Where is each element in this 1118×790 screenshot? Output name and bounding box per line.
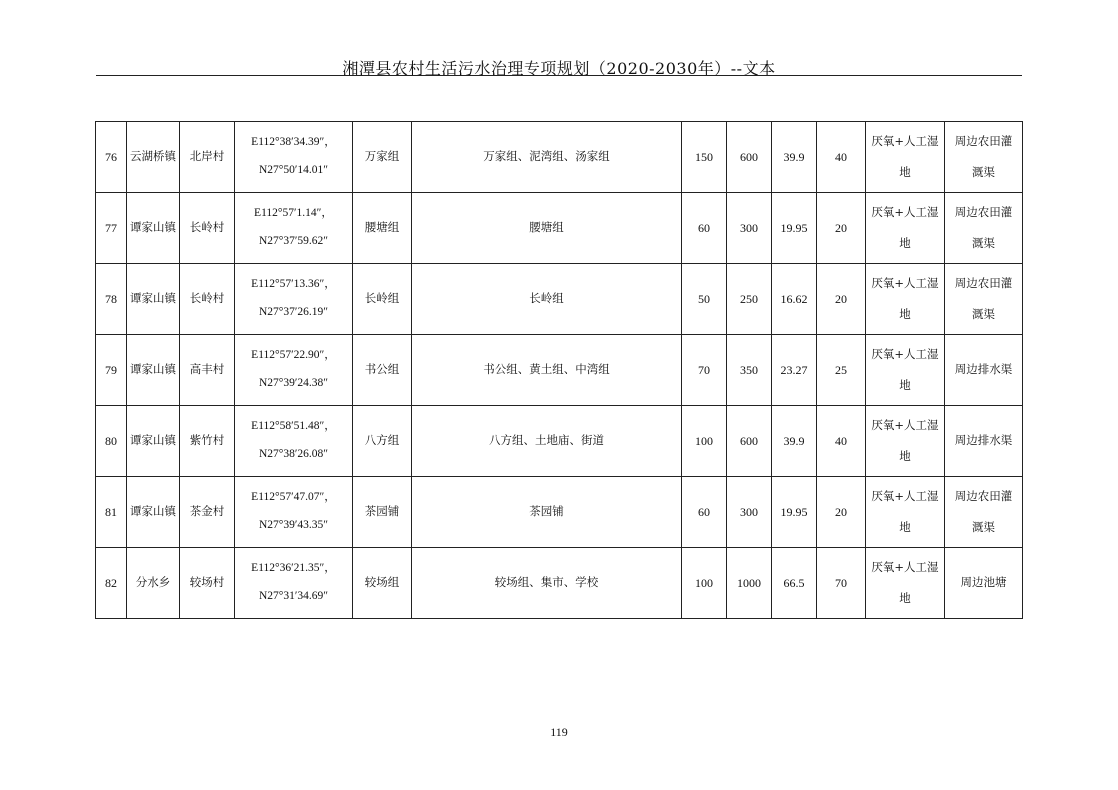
cell-discharge [945, 548, 1023, 619]
cell-coordinates [235, 548, 353, 619]
coordinate-north: N27°50′14.01″ [258, 164, 329, 176]
cell-town [127, 193, 180, 264]
village-name: 紫竹村 [189, 433, 225, 448]
village-name: 较场村 [189, 575, 225, 590]
scale-value: 20 [835, 220, 847, 235]
process-line-2: 地 [899, 520, 911, 534]
coordinate-north: N27°39′24.38″ [258, 377, 329, 389]
table-row [96, 264, 1023, 335]
cell-group [353, 406, 412, 477]
discharge-line-1: 周边排水渠 [954, 362, 1013, 377]
row-number: 82 [105, 575, 117, 590]
cell-discharge [945, 193, 1023, 264]
population-value: 1000 [737, 575, 761, 590]
coordinate-east: E112°57′22.90″， [251, 349, 336, 362]
cell-population [727, 335, 772, 406]
process-line-2: 地 [899, 378, 911, 392]
cell-village [180, 548, 235, 619]
group-name: 书公组 [364, 362, 400, 377]
cell-volume [772, 264, 817, 335]
cell-coverage [412, 335, 682, 406]
cell-scale [817, 406, 866, 477]
cell-group [353, 193, 412, 264]
volume-value: 23.27 [780, 362, 808, 377]
coordinate-east: E112°57′47.07″， [251, 491, 336, 504]
village-name: 茶金村 [189, 504, 225, 519]
process-line-1: 厌氧+人工湿 [871, 560, 939, 574]
coordinate-north: N27°39′43.35″ [258, 519, 329, 531]
page-number: 119 [550, 725, 568, 739]
village-name: 长岭村 [189, 220, 225, 235]
cell-volume [772, 335, 817, 406]
discharge-line-1: 周边农田灌 [954, 205, 1013, 219]
cell-volume [772, 406, 817, 477]
coverage-area: 万家组、泥湾组、汤家组 [483, 149, 610, 164]
cell-population [727, 264, 772, 335]
cell-village [180, 406, 235, 477]
cell-volume [772, 548, 817, 619]
volume-value: 16.62 [780, 291, 808, 306]
cell-town [127, 406, 180, 477]
coordinate-north: N27°37′26.19″ [258, 306, 329, 318]
cell-volume [772, 477, 817, 548]
scale-value: 70 [835, 575, 847, 590]
group-name: 较场组 [364, 575, 400, 590]
volume-value: 19.95 [780, 504, 808, 519]
population-value: 600 [740, 149, 758, 164]
cell-coordinates [235, 335, 353, 406]
discharge-line-2: 溉渠 [972, 307, 995, 321]
cell-town [127, 477, 180, 548]
households-value: 50 [698, 291, 710, 306]
row-number: 77 [105, 220, 117, 235]
cell-coordinates [235, 477, 353, 548]
process-line-2: 地 [899, 236, 911, 250]
process-line-1: 厌氧+人工湿 [871, 347, 939, 361]
discharge-line-1: 周边池塘 [960, 575, 1007, 590]
cell-population [727, 548, 772, 619]
cell-scale [817, 264, 866, 335]
cell-process [866, 193, 945, 264]
cell-households [682, 406, 727, 477]
process-line-2: 地 [899, 307, 911, 321]
discharge-line-1: 周边农田灌 [954, 276, 1013, 290]
cell-households [682, 264, 727, 335]
scale-value: 40 [835, 433, 847, 448]
cell-process [866, 477, 945, 548]
households-value: 150 [695, 149, 713, 164]
row-number: 79 [105, 362, 117, 377]
volume-value: 66.5 [783, 575, 805, 590]
cell-village [180, 477, 235, 548]
scale-value: 40 [835, 149, 847, 164]
process-line-1: 厌氧+人工湿 [871, 205, 939, 219]
cell-scale [817, 477, 866, 548]
village-name: 高丰村 [189, 362, 225, 377]
cell-town [127, 264, 180, 335]
discharge-line-1: 周边排水渠 [954, 433, 1013, 448]
page-header-title: 湘潭县农村生活污水治理专项规划（2020-2030年）--文本 [342, 59, 776, 78]
cell-no [96, 548, 127, 619]
population-value: 350 [740, 362, 758, 377]
cell-village [180, 193, 235, 264]
cell-households [682, 477, 727, 548]
cell-no [96, 335, 127, 406]
cell-population [727, 193, 772, 264]
cell-coverage [412, 122, 682, 193]
coordinate-east: E112°38′34.39″， [251, 136, 336, 149]
process-line-2: 地 [899, 449, 911, 463]
cell-households [682, 122, 727, 193]
cell-scale [817, 193, 866, 264]
discharge-line-1: 周边农田灌 [954, 134, 1013, 148]
town-name: 谭家山镇 [130, 433, 176, 448]
coordinate-north: N27°37′59.62″ [258, 235, 329, 247]
table-row [96, 193, 1023, 264]
cell-discharge [945, 335, 1023, 406]
households-value: 100 [695, 575, 713, 590]
row-number: 76 [105, 149, 117, 164]
cell-group [353, 122, 412, 193]
coverage-area: 腰塘组 [529, 220, 564, 235]
coordinate-east: E112°36′21.35″， [251, 562, 336, 575]
cell-coordinates [235, 406, 353, 477]
group-name: 长岭组 [364, 291, 400, 306]
cell-coverage [412, 406, 682, 477]
process-line-2: 地 [899, 165, 911, 179]
cell-population [727, 406, 772, 477]
cell-process [866, 406, 945, 477]
volume-value: 39.9 [783, 149, 805, 164]
cell-process [866, 548, 945, 619]
village-name: 北岸村 [189, 149, 225, 164]
town-name: 分水乡 [135, 575, 171, 590]
cell-village [180, 264, 235, 335]
process-line-1: 厌氧+人工湿 [871, 418, 939, 432]
table-row [96, 477, 1023, 548]
discharge-line-2: 溉渠 [972, 520, 995, 534]
process-line-1: 厌氧+人工湿 [871, 276, 939, 290]
cell-coverage [412, 193, 682, 264]
cell-process [866, 264, 945, 335]
cell-scale [817, 548, 866, 619]
process-line-1: 厌氧+人工湿 [871, 134, 939, 148]
cell-discharge [945, 477, 1023, 548]
table-row [96, 335, 1023, 406]
row-number: 81 [105, 504, 117, 519]
group-name: 万家组 [364, 149, 400, 164]
header-divider [96, 75, 1022, 76]
group-name: 茶园铺 [364, 504, 400, 519]
cell-households [682, 335, 727, 406]
cell-discharge [945, 122, 1023, 193]
cell-group [353, 477, 412, 548]
cell-group [353, 264, 412, 335]
coverage-area: 较场组、集市、学校 [494, 575, 599, 590]
cell-no [96, 406, 127, 477]
discharge-line-2: 溉渠 [972, 236, 995, 250]
discharge-line-2: 溉渠 [972, 165, 995, 179]
group-name: 腰塘组 [364, 220, 400, 235]
row-number: 80 [105, 433, 117, 448]
coordinate-east: E112°57′13.36″， [251, 278, 336, 291]
cell-coordinates [235, 264, 353, 335]
volume-value: 19.95 [780, 220, 808, 235]
coordinate-north: N27°38′26.08″ [258, 448, 329, 460]
households-value: 60 [698, 504, 710, 519]
cell-town [127, 335, 180, 406]
cell-process [866, 122, 945, 193]
process-line-2: 地 [899, 591, 911, 605]
population-value: 300 [740, 504, 758, 519]
row-number: 78 [105, 291, 117, 306]
coordinate-north: N27°31′34.69″ [258, 590, 329, 602]
coverage-area: 茶园铺 [529, 504, 564, 519]
cell-no [96, 264, 127, 335]
cell-village [180, 335, 235, 406]
cell-coverage [412, 477, 682, 548]
coverage-area: 八方组、土地庙、街道 [489, 433, 604, 448]
cell-scale [817, 122, 866, 193]
cell-village [180, 122, 235, 193]
cell-coordinates [235, 122, 353, 193]
table-row [96, 406, 1023, 477]
population-value: 250 [740, 291, 758, 306]
coverage-area: 书公组、黄土组、中湾组 [483, 362, 610, 377]
table-row [96, 122, 1023, 193]
cell-discharge [945, 264, 1023, 335]
cell-group [353, 548, 412, 619]
cell-scale [817, 335, 866, 406]
cell-town [127, 548, 180, 619]
households-value: 70 [698, 362, 710, 377]
town-name: 云湖桥镇 [130, 149, 176, 164]
cell-discharge [945, 406, 1023, 477]
cell-coverage [412, 548, 682, 619]
cell-population [727, 477, 772, 548]
scale-value: 20 [835, 291, 847, 306]
households-value: 60 [698, 220, 710, 235]
population-value: 600 [740, 433, 758, 448]
cell-town [127, 122, 180, 193]
scale-value: 20 [835, 504, 847, 519]
scale-value: 25 [835, 362, 847, 377]
households-value: 100 [695, 433, 713, 448]
town-name: 谭家山镇 [130, 291, 176, 306]
town-name: 谭家山镇 [130, 362, 176, 377]
table-row [96, 548, 1023, 619]
village-name: 长岭村 [189, 291, 225, 306]
cell-group [353, 335, 412, 406]
cell-volume [772, 193, 817, 264]
coverage-area: 长岭组 [529, 291, 564, 306]
coordinate-east: E112°58′51.48″， [251, 420, 336, 433]
population-value: 300 [740, 220, 758, 235]
town-name: 谭家山镇 [130, 504, 176, 519]
table-body [96, 122, 1023, 619]
group-name: 八方组 [364, 433, 400, 448]
coordinate-east: E112°57′1.14″， [254, 207, 333, 220]
cell-process [866, 335, 945, 406]
cell-no [96, 477, 127, 548]
facility-table [95, 121, 1023, 619]
process-line-1: 厌氧+人工湿 [871, 489, 939, 503]
cell-coverage [412, 264, 682, 335]
cell-households [682, 193, 727, 264]
cell-volume [772, 122, 817, 193]
cell-coordinates [235, 193, 353, 264]
cell-no [96, 193, 127, 264]
cell-households [682, 548, 727, 619]
cell-population [727, 122, 772, 193]
town-name: 谭家山镇 [130, 220, 176, 235]
volume-value: 39.9 [783, 433, 805, 448]
cell-no [96, 122, 127, 193]
discharge-line-1: 周边农田灌 [954, 489, 1013, 503]
